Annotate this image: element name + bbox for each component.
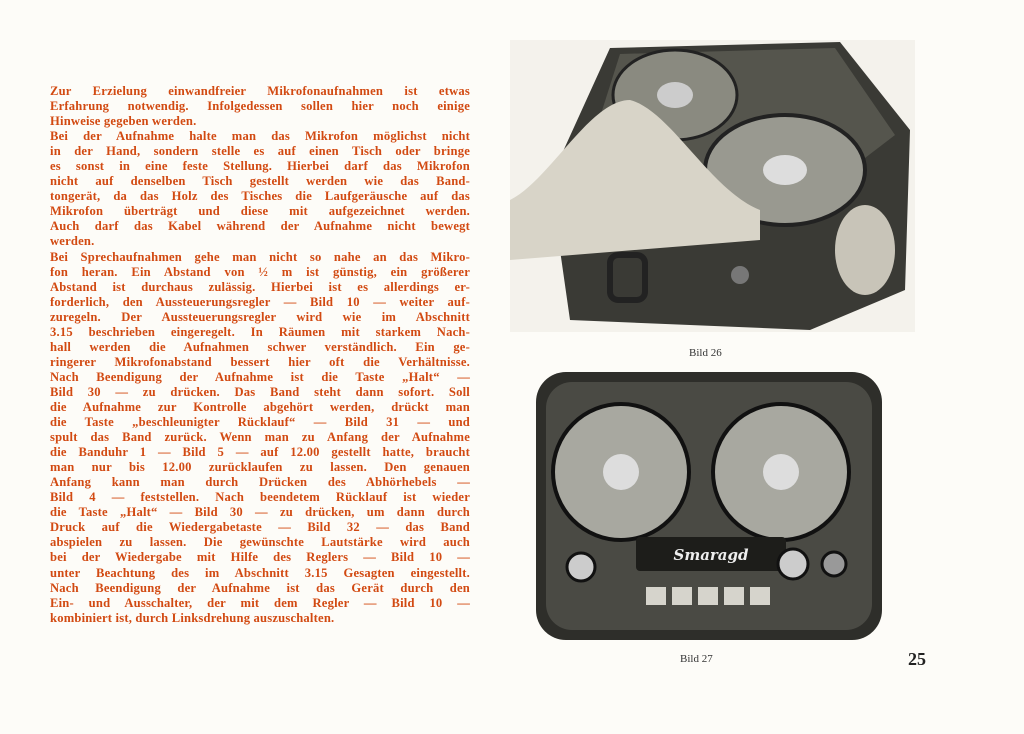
text-line: Bild 30 — zu drücken. Das Band steht dann sofort. Soll <box>50 384 470 399</box>
text-line: Ein- und Ausschalter, der mit dem Regler — Bild 10 — <box>50 595 470 610</box>
text-line: bei der Wiedergabe mit Hilfe des Reglers — Bild 10 — <box>50 550 470 565</box>
text-line: Auch darf das Kabel während der Aufnahme nicht bewegt <box>50 219 470 234</box>
text-line: die Taste „Halt“ — Bild 30 — zu drücken, um dann durch <box>50 505 470 520</box>
figure-27-caption: Bild 27 <box>680 653 713 665</box>
text-line: Hinweise gegeben werden. <box>50 114 197 129</box>
text-line: fon heran. Ein Abstand von ½ m ist günstig, ein größerer <box>50 264 470 279</box>
text-line: Zur Erzielung einwandfreier Mikrofonaufnahmen ist etwas <box>50 84 470 98</box>
text-line: Abstand ist durchaus zulässig. Hierbei ist es allerdings er- <box>50 279 470 294</box>
text-line: hall werden die Aufnahmen schwer verständlich. Ein ge- <box>50 339 470 354</box>
text-line: ringerer Mikrofonabstand bessert hier oft die Verhältnisse. <box>50 354 470 369</box>
text-line: es sonst in eine feste Stellung. Hierbei darf das Mikrofon <box>50 159 470 174</box>
text-line: Bei der Aufnahme halte man das Mikrofon möglichst nicht <box>50 129 470 144</box>
text-line: Nach Beendigung der Aufnahme ist das Gerät durch den <box>50 580 470 595</box>
text-line: zuregeln. Der Aussteuerungsregler wird wie im Abschnitt <box>50 309 470 324</box>
figure-27-photo <box>536 372 882 640</box>
text-line: abspielen zu lassen. Die gewünschte Lautstärke wird auch <box>50 535 470 550</box>
body-text <box>50 84 470 626</box>
text-line: man nur bis 12.00 zurücklaufen zu lassen. Den genauen <box>50 460 470 475</box>
text-line: in der Hand, sondern stelle es auf einen Tisch oder bringe <box>50 144 470 159</box>
text-line: Nach Beendigung der Aufnahme ist die Taste „Halt“ — <box>50 369 470 384</box>
text-line: unter Beachtung des im Abschnitt 3.15 Gesagten eingestellt. <box>50 565 470 580</box>
text-line: die Taste „beschleunigter Rücklauf“ — Bild 31 — und <box>50 415 470 430</box>
text-line: Bild 4 — feststellen. Nach beendetem Rücklauf ist wieder <box>50 490 470 505</box>
text-line: Anfang kann man durch Drücken des Abhörhebels — <box>50 475 470 490</box>
text-line: die Banduhr 1 — Bild 5 — auf 12.00 gestellt hatte, braucht <box>50 445 470 460</box>
text-line: die Aufnahme zur Kontrolle abgehört werden, drückt man <box>50 399 470 414</box>
figure-26-photo <box>510 40 915 332</box>
page-number: 25 <box>908 649 926 669</box>
text-line: tongerät, da das Holz des Tisches die Laufgeräusche auf das <box>50 189 470 204</box>
text-line: Mikrofon überträgt und diese mit aufgezeichnet werden. <box>50 204 470 219</box>
text-line: Druck auf die Wiedergabetaste — Bild 32 — das Band <box>50 520 470 535</box>
smaragd-logo: Smaragd <box>673 546 749 564</box>
text-line: Bei Sprechaufnahmen gehe man nicht so nahe an das Mikro- <box>50 249 470 264</box>
text-line: Erfahrung notwendig. Infolgedessen sollen hier noch einige <box>50 99 470 114</box>
text-line: forderlich, den Aussteuerungsregler — Bild 10 — weiter auf- <box>50 294 470 309</box>
text-line: spult das Band zurück. Wenn man zu Anfang der Aufnahme <box>50 430 470 445</box>
text-line: kombiniert ist, durch Linksdrehung auszuschalten. <box>50 610 335 625</box>
text-line: werden. <box>50 234 95 249</box>
text-line: 3.15 beschrieben eingeregelt. In Räumen mit starkem Nach- <box>50 324 470 339</box>
figure-26-caption: Bild 26 <box>689 347 722 359</box>
text-line: nicht auf denselben Tisch gestellt werden wie das Band- <box>50 174 470 189</box>
